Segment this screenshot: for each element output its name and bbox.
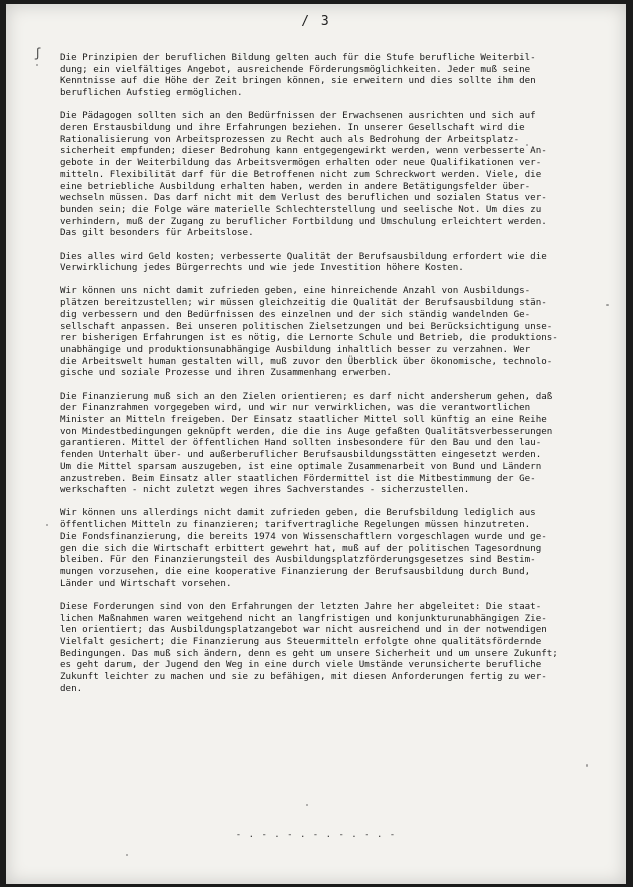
paragraph — [60, 110, 620, 239]
text-line: öffentlichen Mitteln zu finanzieren; tarifvertragliche Regelungen müssen hinzutreten. — [60, 519, 531, 531]
text-line: bleiben. Für den Finanzierungsteil des Ausbildungsplatzförderungsgesetzes sind Bestim- — [60, 554, 536, 566]
text-line: werkschaften - nicht zuletzt wegen ihres Sachverstandes - sicherzustellen. — [60, 484, 470, 496]
text-line: Wir können uns allerdings nicht damit zufrieden geben, die Berufsbildung lediglich aus — [60, 507, 536, 519]
text-line: Länder und Wirtschaft vorsehen. — [60, 577, 232, 589]
text-line: sicherheit empfunden; dieser Bedrohung kann entgegengewirkt werden, wenn verbesserte An- — [60, 145, 547, 157]
paragraph — [60, 507, 620, 589]
paragraph — [60, 52, 620, 99]
text-line: beruflichen Aufstieg ermöglichen. — [60, 87, 243, 99]
text-line: Um die Mittel sparsam auszugeben, ist eine optimale Zusammenarbeit von Bund und Ländern — [60, 460, 542, 472]
text-line: eine betriebliche Ausbildung erhalten haben, werden in andere Betätigungsfelder über- — [60, 180, 531, 192]
document-body — [60, 52, 620, 706]
text-line: Die Fondsfinanzierung, die bereits 1974 von Wissenschaftlern vorgeschlagen wurde und ge- — [60, 530, 547, 542]
text-line: deren Erstausbildung und ihre Erfahrungen beziehen. In unserer Gesellschaft wird die — [60, 122, 525, 134]
text-line: Die Pädagogen sollten sich an den Bedürfnissen der Erwachsenen ausrichten und sich auf — [60, 110, 536, 122]
text-line: Das gilt besonders für Arbeitslose. — [60, 227, 254, 239]
paragraph — [60, 285, 620, 379]
text-line: Wir können uns nicht damit zufrieden geben, eine hinreichende Anzahl von Ausbildungs- — [60, 285, 531, 297]
text-line: Die Prinzipien der beruflichen Bildung gelten auch für die Stufe berufliche Weiterbil- — [60, 52, 536, 63]
text-line: mungen vorzusehen, die eine kooperative Finanzierung der Berufsausbildung durch Bund, — [60, 565, 531, 577]
text-line: Bedingungen. Das muß sich ändern, denn es geht um unsere Sicherheit und um unsere Zukunft; — [60, 647, 558, 659]
text-line: den. — [60, 682, 83, 694]
text-line: die Arbeitswelt human gestalten will, muß zuvor den Überblick über ökonomische, technolo- — [60, 355, 553, 367]
text-line: mitteln. Flexibilität darf für die Betroffenen nicht zum Schreckwort werden. Viele, die — [60, 168, 542, 180]
text-line: Vielfalt gesichert; die Finanzierung aus Steuermitteln erfolgte ohne qualitätsfördernde — [60, 635, 542, 647]
text-line: Diese Forderungen sind von den Erfahrungen der letzten Jahre her abgeleitet: Die staat- — [60, 600, 542, 612]
text-line: anzustreben. Beim Einsatz aller staatlichen Fördermittel ist die Mitbestimmung der Ge- — [60, 472, 536, 484]
margin-mark: ʃ — [34, 46, 42, 60]
text-line: gische und soziale Prozesse und ihren Zusammenhang erwerben. — [60, 367, 392, 379]
paragraph — [60, 251, 620, 274]
text-line: Dies alles wird Geld kosten; verbesserte Qualität der Berufsausbildung erfordert wie die — [60, 250, 547, 262]
text-line: Zukunft leichter zu machen und sie zu befähigen, mit diesen Anforderungen fertig zu wer- — [60, 671, 547, 683]
text-line: dig verbessern und den Bedürfnissen des einzelnen und der sich ständig wandelnden Ge- — [60, 308, 531, 320]
paragraph — [60, 601, 620, 695]
text-line: gen die sich die Wirtschaft erbittert gewehrt hat, muß auf der politischen Tagesordnung — [60, 542, 542, 554]
text-line: len orientiert; das Ausbildungsplatzangebot war nicht ausreichend und in der notwendigen — [60, 624, 547, 636]
paragraph — [60, 391, 620, 496]
text-line: Kenntnisse auf die Höhe der Zeit bringen können, sie erweitern und dies sollte ihm den — [60, 75, 536, 87]
text-line: Minister an Mitteln freigeben. Der Einsatz staatlicher Mittel soll künftig an eine Reihe — [60, 413, 547, 425]
text-line: Die Finanzierung muß sich an den Zielen orientieren; es darf nicht andersherum gehen, daß — [60, 390, 553, 402]
text-line: verhindern, muß der Zugang zu beruflicher Fortbildung und Umschulung erleichtert werden. — [60, 215, 547, 227]
text-line: fenden Unterhalt über- und außerberuflicher Berufsausbildungsstätten eingesetzt werden. — [60, 449, 542, 461]
text-line: rer bisherigen Erfahrungen ist es nötig, die Lernorte Schule und Betrieb, die produktions- — [60, 332, 558, 344]
text-line: es geht darum, der Jugend den Weg in eine durch viele Umstände verunsicherte berufliche — [60, 659, 542, 671]
text-line: Verwirklichung jedes Bürgerrechts und wie jede Investition höhere Kosten. — [60, 262, 464, 274]
text-line: der Finanzrahmen vorgegeben wird, und wir nur verwirklichen, was die verantwortlichen — [60, 402, 531, 414]
text-line: dung; ein vielfältiges Angebot, ausreichende Förderungsmöglichkeiten. Jeder muß seine — [60, 63, 531, 75]
text-line: von Mindestbedingungen geknüpft werden, die die ins Auge gefaßten Qualitätsverbesserungen — [60, 425, 553, 437]
text-line: bunden sein; die Folge wäre materielle Schlechterstellung und seelische Not. Um dies zu — [60, 203, 542, 215]
page-number: / 3 — [301, 14, 331, 29]
footer-mark: - . - . - . - . - . - . - — [235, 830, 397, 840]
text-line: Rationalisierung von Arbeitsprozessen zu Recht auch als Bedrohung der Arbeitsplatz- — [60, 133, 520, 145]
text-line: gebote in der Weiterbildung das Arbeitsvermögen erhalten oder neue Qualifikationen ver- — [60, 157, 542, 169]
text-line: lichen Maßnahmen waren weitgehend nicht an langfristigen und konjunkturunabhängigen Zie- — [60, 612, 547, 624]
text-line: unabhängige und produktionsunabhängige Ausbildung inhaltlich besser zu verzahnen. Wer — [60, 343, 531, 355]
text-line: sellschaft anpassen. Bei unseren politischen Zielsetzungen und bei Berücksichtigung unse- — [60, 320, 553, 332]
text-line: wechseln müssen. Das darf nicht mit dem Verlust des beruflichen und sozialen Status ver- — [60, 192, 547, 204]
text-line: plätzen bereitzustellen; wir müssen gleichzeitig die Qualität der Berufsausbildung stän- — [60, 297, 547, 309]
document-page — [6, 4, 626, 884]
text-line: garantieren. Mittel der öffentlichen Hand sollten insbesondere für den Bau und den lau- — [60, 437, 542, 449]
